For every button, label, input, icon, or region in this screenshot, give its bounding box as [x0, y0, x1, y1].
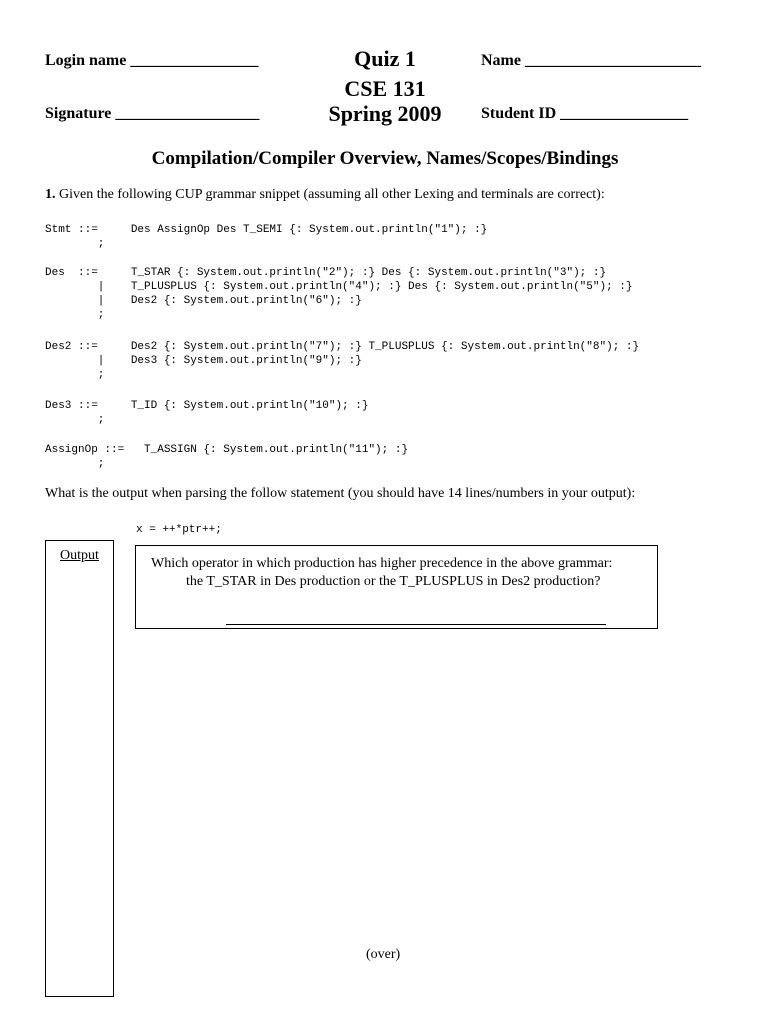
output-label: Output	[60, 548, 99, 563]
course-code: CSE 131	[344, 76, 426, 101]
grammar-des3-line-2: ;	[45, 414, 105, 426]
student-id-field: Student ID ________________	[481, 105, 689, 122]
grammar-des-line-3: | Des2 {: System.out.println("6"); :}	[45, 295, 362, 307]
signature-field: Signature __________________	[45, 105, 260, 122]
precedence-question-line-2: the T_STAR in Des production or the T_PLUSPLUS in Des2 production?	[186, 574, 601, 589]
question-1	[45, 187, 605, 203]
input-statement: x = ++*ptr++;	[136, 524, 222, 536]
question-number: 1.	[45, 187, 56, 202]
precedence-answer-line[interactable]	[226, 624, 606, 625]
precedence-question-line-1: Which operator in which production has higher precedence in the above grammar:	[151, 556, 613, 571]
grammar-des2-line-1: Des2 ::= Des2 {: System.out.println("7"); :} T_PLUSPLUS {: System.out.println("8"); :}	[45, 341, 640, 353]
grammar-stmt-line-1: Stmt ::= Des AssignOp Des T_SEMI {: System.out.println("1"); :}	[45, 224, 488, 236]
page-footer: (over)	[366, 947, 401, 962]
quiz-title: Quiz 1	[354, 46, 416, 71]
grammar-des-line-1: Des ::= T_STAR {: System.out.println("2"); :} Des {: System.out.println("3"); :}	[45, 267, 607, 279]
grammar-des3-line-1: Des3 ::= T_ID {: System.out.println("10"); :}	[45, 400, 369, 412]
term: Spring 2009	[328, 101, 442, 126]
grammar-assignop-line-1: AssignOp ::= T_ASSIGN {: System.out.println("11"); :}	[45, 444, 409, 456]
login-name-field: Login name ________________	[45, 52, 259, 69]
grammar-assignop-line-2: ;	[45, 458, 105, 470]
grammar-des-line-4: ;	[45, 309, 105, 321]
page-subtitle: Compilation/Compiler Overview, Names/Scopes/Bindings	[151, 148, 619, 169]
question-prompt: Given the following CUP grammar snippet (assuming all other Lexing and terminals are correct):	[59, 187, 605, 202]
grammar-des2-line-2: | Des3 {: System.out.println("9"); :}	[45, 355, 362, 367]
grammar-des2-line-3: ;	[45, 369, 105, 381]
output-answer-box[interactable]	[45, 540, 114, 997]
grammar-stmt-line-2: ;	[45, 238, 105, 250]
name-field: Name ______________________	[481, 52, 701, 69]
grammar-des-line-2: | T_PLUSPLUS {: System.out.println("4"); :} Des {: System.out.println("5"); :}	[45, 281, 633, 293]
output-prompt: What is the output when parsing the follow statement (you should have 14 lines/numbers in your output):	[45, 486, 636, 501]
precedence-question-box	[135, 545, 658, 629]
